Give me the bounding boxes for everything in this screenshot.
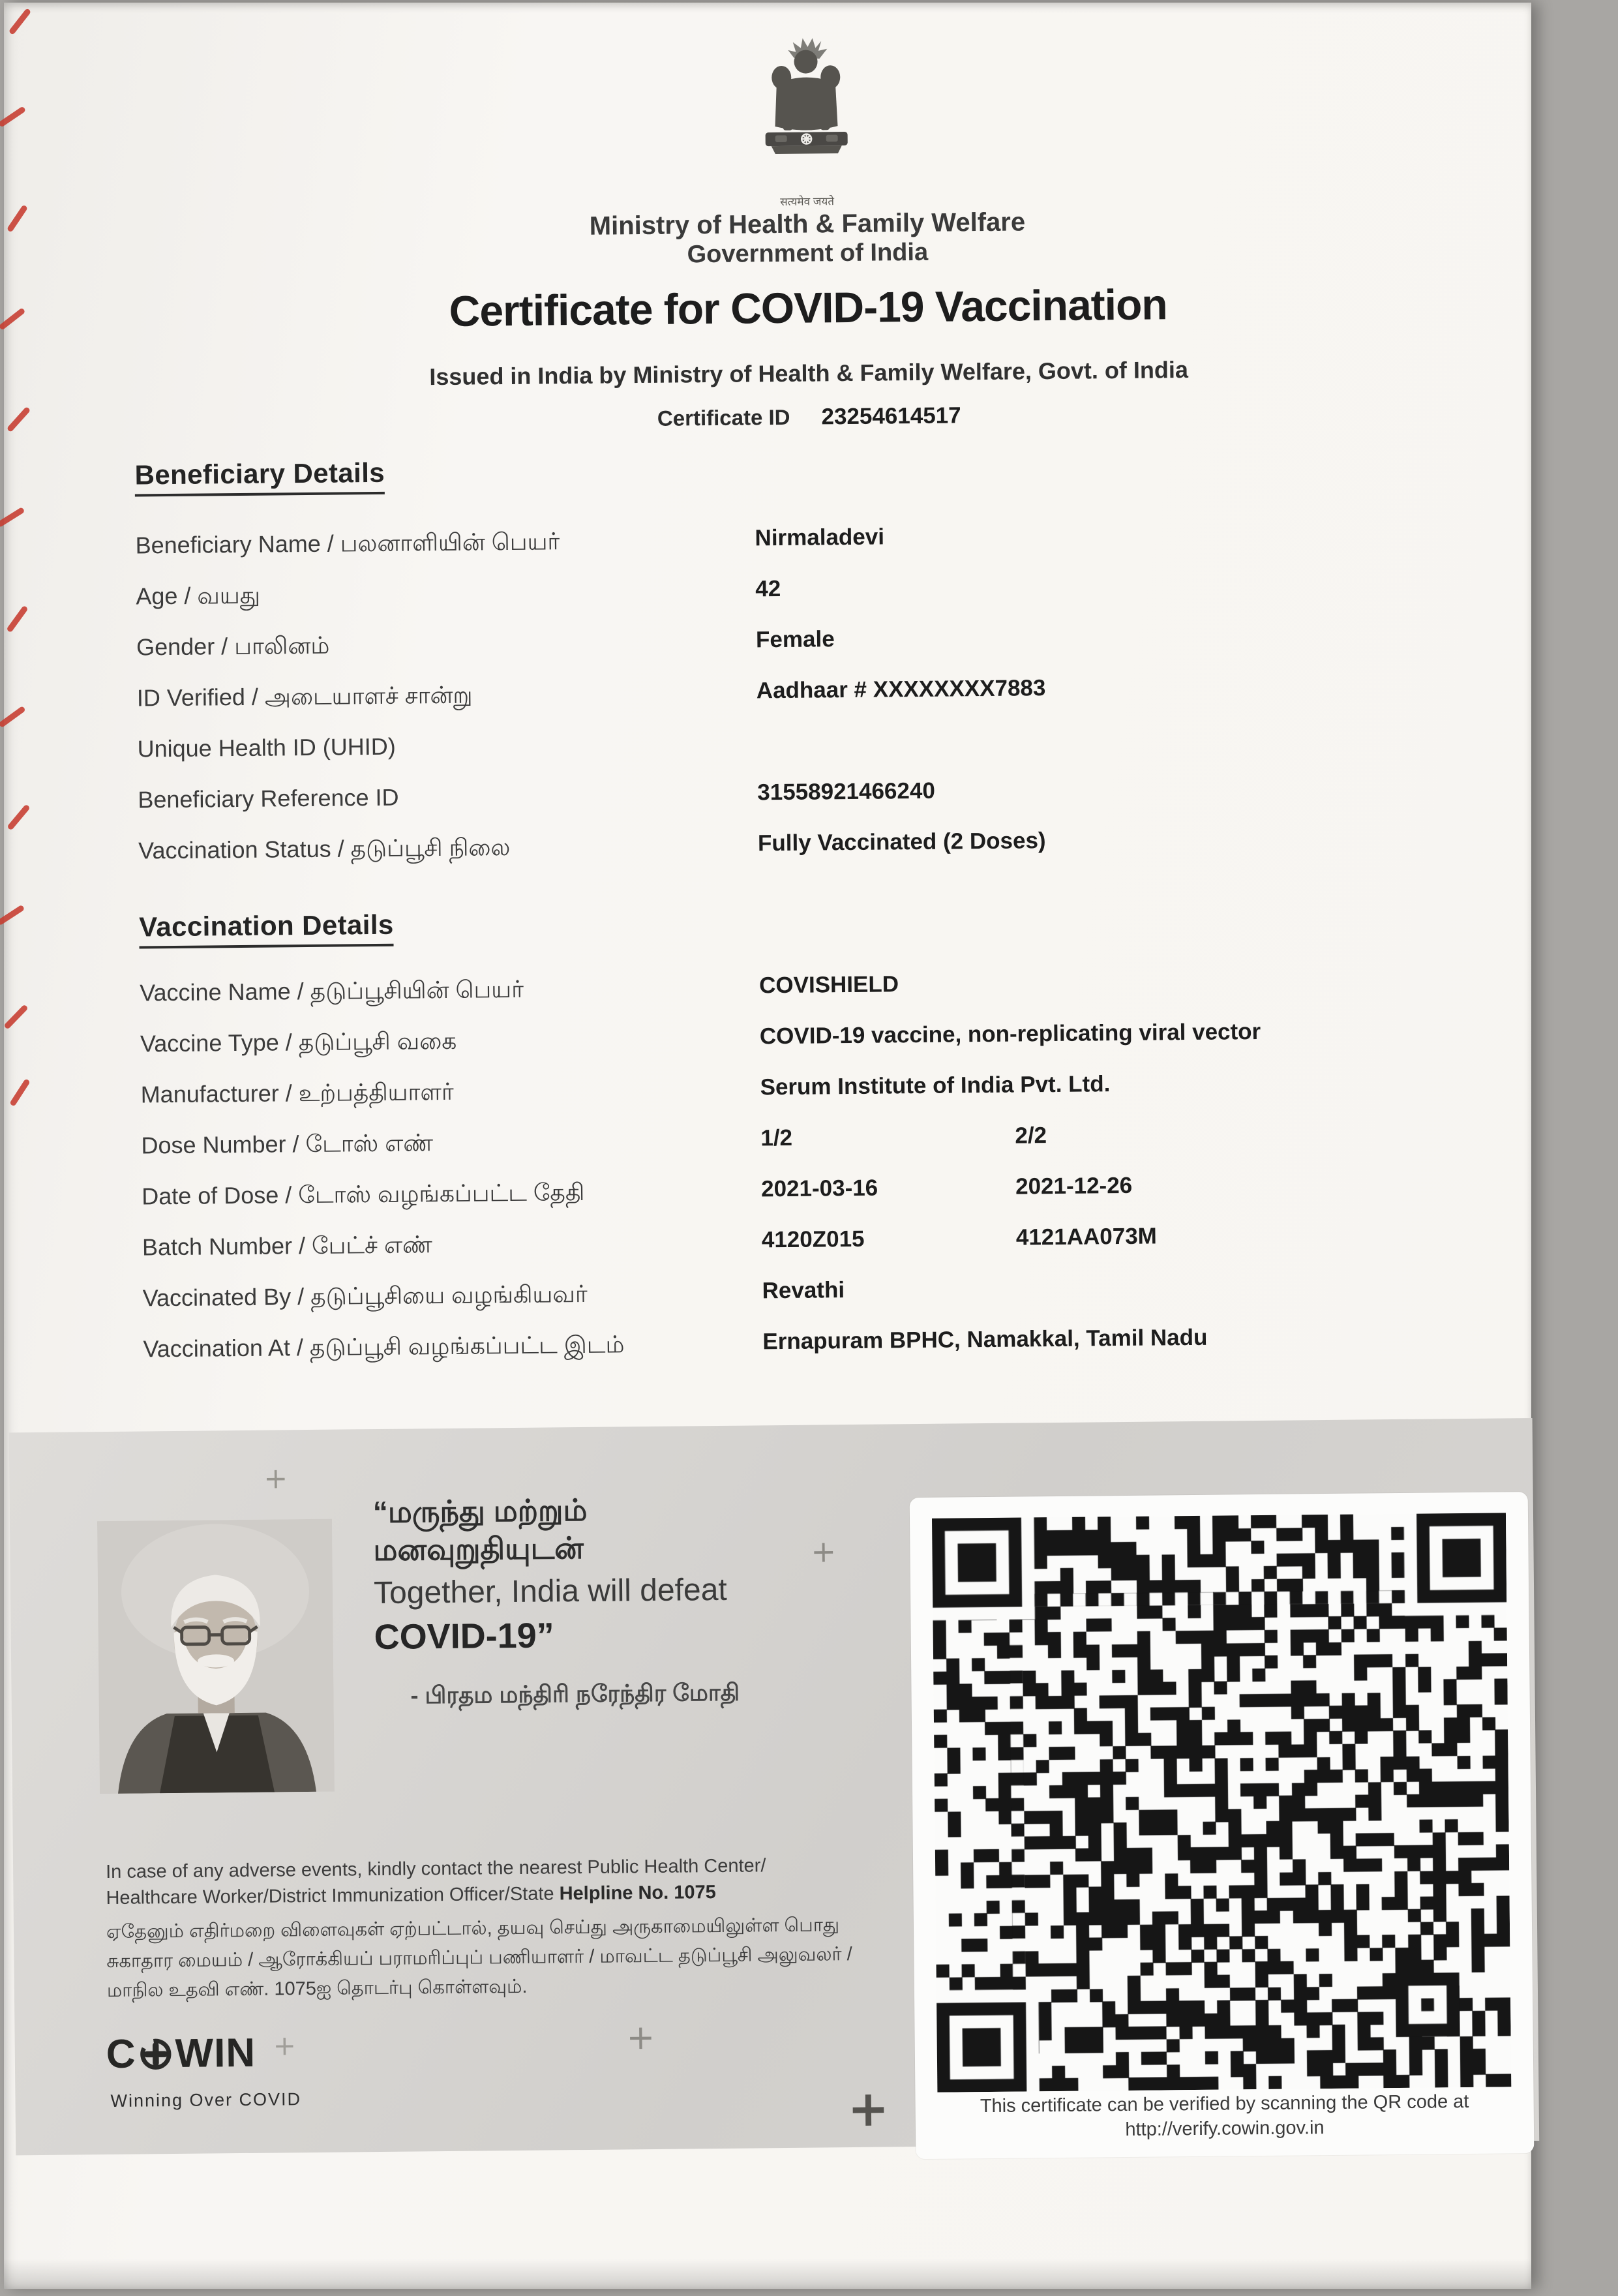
- field-label: Batch Number / பேட்ச் எண்: [142, 1231, 433, 1261]
- adverse-events-note: [106, 1852, 876, 1911]
- emblem-motto: सत्यमेव जयते: [780, 195, 835, 208]
- plus-decoration-icon: +: [273, 2029, 297, 2062]
- qr-panel: [910, 1492, 1535, 2159]
- verify-text-line1: This certificate can be verified by scanning the QR code at: [980, 2091, 1469, 2117]
- field-value-2: 2/2: [1015, 1123, 1047, 1149]
- field-label: Beneficiary Name / பலனாளியின் பெயர்: [135, 528, 560, 559]
- quote-english-line2: COVID-19”: [374, 1616, 555, 1657]
- field-value: Aadhaar # XXXXXXXX7883: [756, 675, 1046, 704]
- field-label: Dose Number / டோஸ் எண்: [141, 1129, 434, 1159]
- field-label: Date of Dose / டோஸ் வழங்கப்பட்ட தேதி: [142, 1178, 585, 1210]
- field-value: 4120Z015: [761, 1226, 865, 1253]
- ministry-name: Ministry of Health & Family Welfare: [589, 207, 1026, 241]
- field-label: Manufacturer / உற்பத்தியாளர்: [140, 1078, 454, 1108]
- plus-decoration-icon: +: [626, 2017, 655, 2058]
- cowin-logo-right: WIN: [175, 2030, 256, 2077]
- field-label: Vaccination Status / தடுப்பூசி நிலை: [138, 833, 511, 864]
- field-label: Vaccine Name / தடுப்பூசியின் பெயர்: [140, 975, 524, 1006]
- certificate-title: Certificate for COVID-19 Vaccination: [449, 280, 1167, 335]
- field-value: 2021-03-16: [760, 1175, 878, 1202]
- adverse-line2: Healthcare Worker/District Immunization Officer/State Helpline No. 1075: [106, 1882, 716, 1909]
- tamil-note-line2: சுகாதார மையம் / ஆரோக்கியப் பராமரிப்புப் பணியாளர் / மாவட்ட தடுப்பூசி அலுவலர் /: [106, 1944, 852, 1972]
- field-value: Ernapuram BPHC, Namakkal, Tamil Nadu: [762, 1324, 1208, 1355]
- cowin-plus-icon: [138, 2035, 173, 2082]
- field-value: Nirmaladevi: [755, 524, 885, 551]
- field-value: 31558921466240: [757, 778, 935, 806]
- scan-bottom-shadow: [4, 2259, 1531, 2289]
- verify-url: http://verify.cowin.gov.in: [1125, 2117, 1325, 2141]
- tamil-note-line3: மாநில உதவி எண். 1075ஐ தொடர்பு கொள்ளவும்.: [106, 1976, 528, 2002]
- cowin-tagline: Winning Over COVID: [110, 2089, 302, 2111]
- field-value: Female: [755, 626, 835, 653]
- quote-english-line1: Together, India will defeat: [373, 1572, 727, 1611]
- quote-tamil-line1: “மருந்து மற்றும்: [372, 1492, 588, 1530]
- certificate-id-value: 23254614517: [821, 402, 961, 430]
- quote-attribution: - பிரதம மந்திரி நரேந்திர மோதி: [410, 1678, 740, 1709]
- qr-code: [932, 1513, 1511, 2092]
- field-value: COVID-19 vaccine, non-replicating viral vector: [759, 1018, 1261, 1050]
- certificate-subtitle: Issued in India by Ministry of Health & Family Welfare, Govt. of India: [429, 355, 1189, 391]
- pm-quote: [373, 1488, 910, 1713]
- field-value: Revathi: [762, 1277, 845, 1304]
- pm-modi-photo: [97, 1519, 335, 1794]
- certificate-id-label: Certificate ID: [657, 404, 790, 430]
- plus-decoration-icon: +: [847, 2079, 890, 2138]
- field-label: Unique Health ID (UHID): [137, 733, 396, 763]
- quote-tamil-line2: மனவுறுதியுடன்: [373, 1530, 584, 1567]
- beneficiary-section-heading: Beneficiary Details: [134, 457, 385, 497]
- field-value-2: 2021-12-26: [1015, 1172, 1133, 1200]
- field-value: 1/2: [760, 1125, 793, 1151]
- field-value: Serum Institute of India Pvt. Ltd.: [760, 1071, 1111, 1100]
- cowin-logo-left: C: [106, 2031, 136, 2077]
- field-value-2: 4121AA073M: [1015, 1223, 1158, 1250]
- cowin-logo: [106, 2030, 256, 2082]
- field-label: Age / வயது: [136, 581, 261, 610]
- government-name: Government of India: [687, 238, 929, 269]
- field-label: ID Verified / அடையாளச் சான்று: [136, 681, 473, 712]
- certificate-id-line: [105, 397, 1514, 437]
- plus-decoration-icon: +: [263, 1462, 288, 1496]
- field-label: Gender / பாலினம்: [136, 631, 330, 661]
- emblem-block: [101, 25, 1511, 215]
- adverse-events-note-tamil: [106, 1911, 876, 2006]
- field-value: COVISHIELD: [758, 971, 899, 999]
- ashoka-emblem-icon: [747, 32, 865, 190]
- plus-decoration-icon: +: [811, 1533, 837, 1569]
- field-label: Vaccine Type / தடுப்பூசி வகை: [140, 1027, 457, 1057]
- field-label: Beneficiary Reference ID: [138, 783, 399, 813]
- adverse-line1: In case of any adverse events, kindly contact the nearest Public Health Center/: [105, 1855, 766, 1883]
- field-value: 42: [755, 575, 781, 602]
- field-label: Vaccinated By / தடுப்பூசியை வழங்கியவர்: [142, 1280, 588, 1312]
- field-label: Vaccination At / தடுப்பூசி வழங்கப்பட்ட இடம்: [143, 1331, 625, 1363]
- field-value: Fully Vaccinated (2 Doses): [757, 828, 1046, 856]
- vaccination-section-heading: Vaccination Details: [139, 909, 394, 949]
- tamil-note-line1: ஏதேனும் எதிர்மறை விளைவுகள் ஏற்பட்டால், தயவு செய்து அருகாமையிலுள்ள பொது: [106, 1914, 840, 1943]
- helpline-number: Helpline No. 1075: [559, 1882, 716, 1905]
